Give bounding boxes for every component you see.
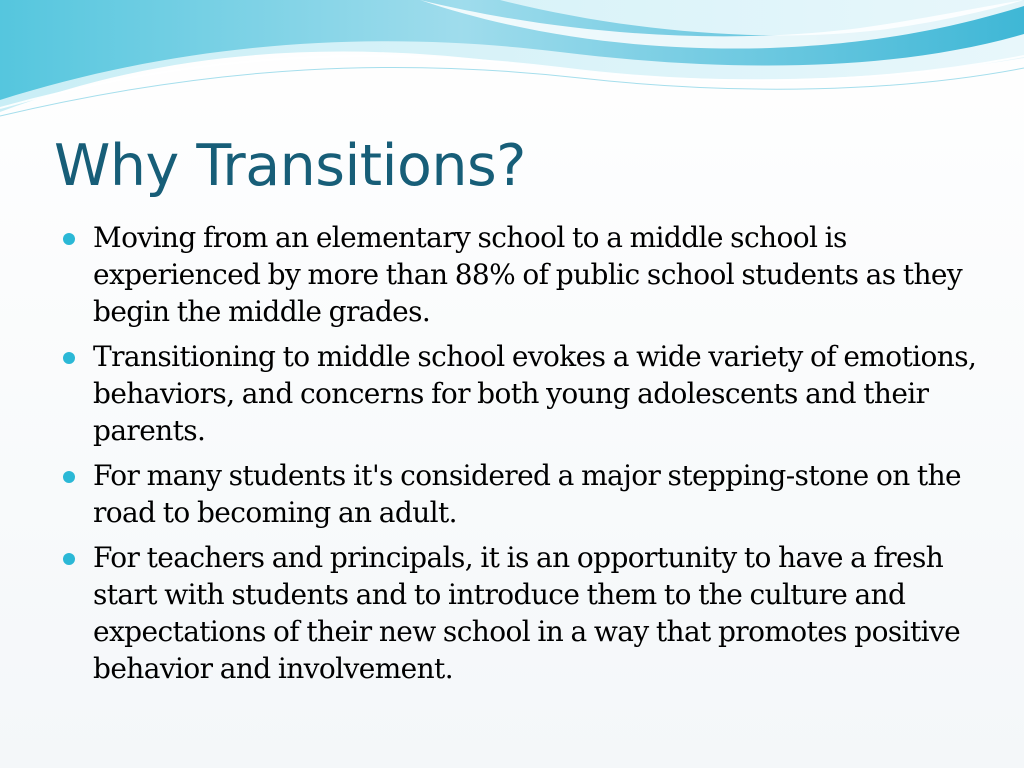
bullet-item xyxy=(62,338,982,449)
bullet-item xyxy=(62,457,982,531)
bullet-dot-icon xyxy=(63,352,75,364)
slide-title: Why Transitions? xyxy=(54,133,526,199)
bullet-dot-icon xyxy=(63,553,75,565)
bullet-item xyxy=(62,219,982,330)
bullet-item xyxy=(62,539,982,687)
header-wave-decoration xyxy=(0,0,1024,130)
bullet-dot-icon xyxy=(63,233,75,245)
bullet-text: Moving from an elementary school to a middle school is experienced by more than 88% of public school students as they begin the middle grades. xyxy=(93,221,963,328)
bullet-text: For teachers and principals, it is an opportunity to have a fresh start with students and to introduce them to the culture and expectations of their new school in a way that promotes positive behavior and involvement. xyxy=(93,541,961,685)
bullet-text: For many students it's considered a major stepping-stone on the road to becoming an adult. xyxy=(93,459,961,529)
bullet-dot-icon xyxy=(63,471,75,483)
bullet-text: Transitioning to middle school evokes a wide variety of emotions, behaviors, and concerns for both young adolescents and their parents. xyxy=(93,340,977,447)
bullet-list xyxy=(62,219,982,695)
